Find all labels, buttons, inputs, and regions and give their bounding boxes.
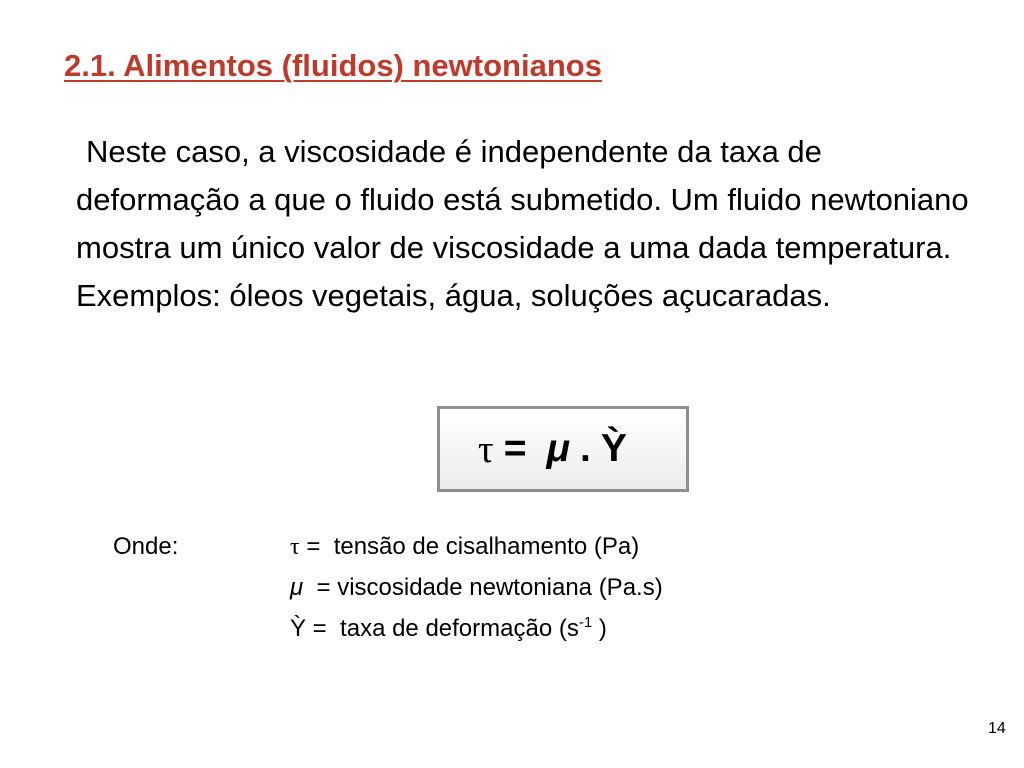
formula-equals: = <box>503 427 527 470</box>
definition-text: taxa de deformação (s <box>340 615 579 642</box>
formula-gamma: Ỳ <box>600 427 627 470</box>
formula-dot: . <box>580 427 591 470</box>
formula-tau: τ <box>478 427 494 471</box>
definition-text: viscosidade newtoniana (Pa.s) <box>337 574 663 601</box>
definition-row-mu <box>290 574 663 602</box>
definitions-label: Onde: <box>113 533 179 560</box>
definition-symbol: μ <box>290 574 304 601</box>
slide-title: 2.1. Alimentos (fluidos) newtonianos <box>64 48 602 83</box>
formula-box <box>437 406 689 492</box>
definition-text: tensão de cisalhamento (Pa) <box>333 533 640 560</box>
definition-symbol: Ỳ <box>290 615 307 642</box>
definition-separator: = <box>299 533 334 560</box>
definition-row-gamma <box>290 615 607 643</box>
definition-separator: = <box>303 574 338 601</box>
definition-superscript: -1 <box>578 614 593 631</box>
definition-separator: = <box>306 615 341 642</box>
definition-tail: ) <box>592 615 607 642</box>
body-paragraph: Neste caso, a viscosidade é independente da taxa de deformação a que o fluido está submetido. Um fluido newtoniano mostra um único valor de viscosidade a uma dada temperatura. Exemplos: óleos vegetais, água, soluções açucaradas. <box>76 134 969 313</box>
definition-symbol: τ <box>290 534 300 560</box>
formula-mu: μ <box>546 427 570 470</box>
page-number: 14 <box>988 720 1006 737</box>
definition-row-tau <box>290 533 639 561</box>
